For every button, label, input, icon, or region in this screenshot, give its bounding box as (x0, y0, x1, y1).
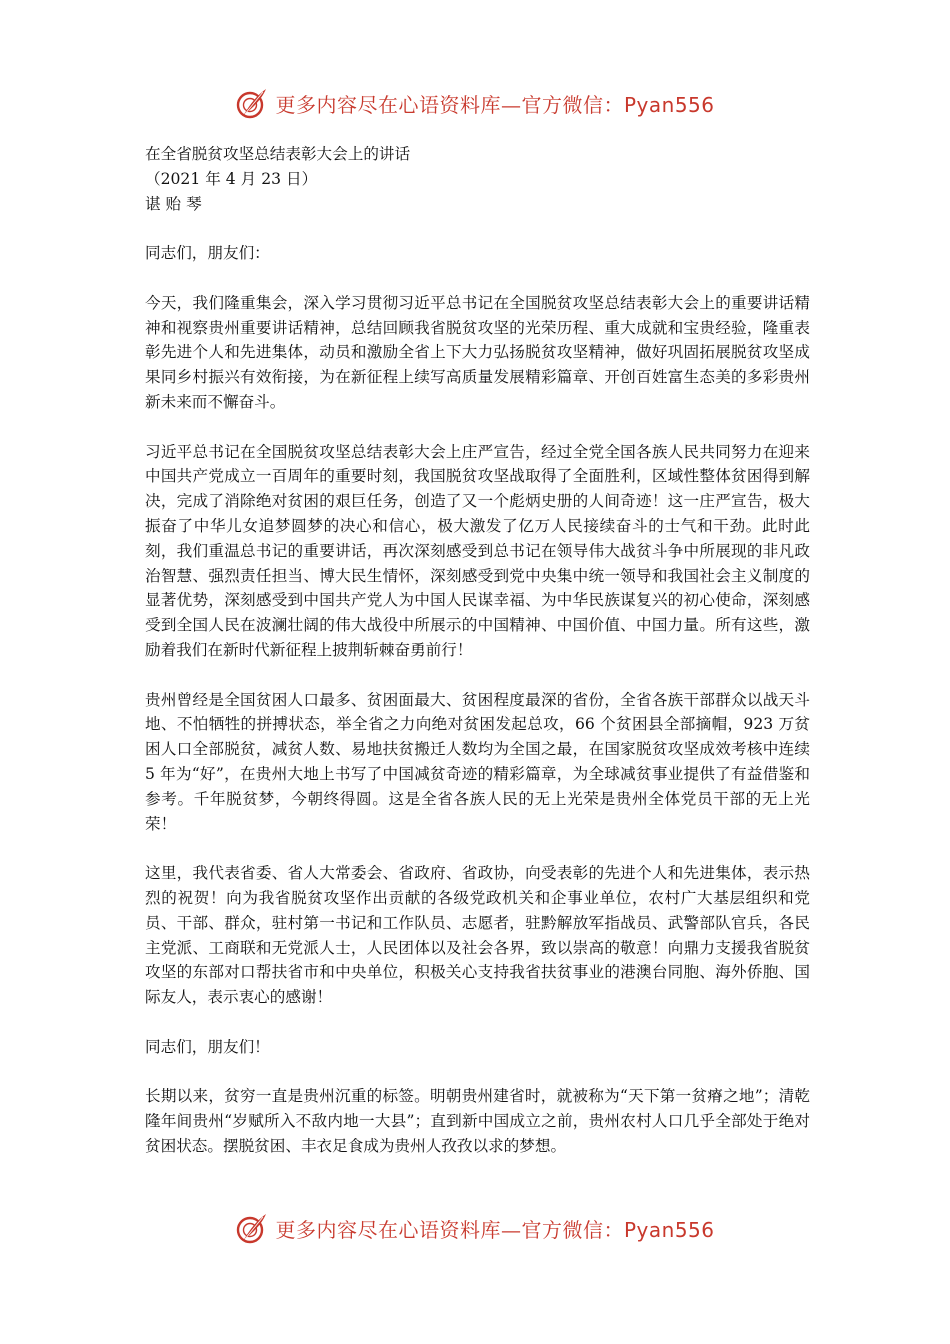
quill-logo-icon (235, 1211, 269, 1245)
watermark-slogan: 更多内容尽在心语资料库—官方微信： (275, 92, 624, 117)
spacer (145, 663, 810, 688)
paragraph-1: 今天，我们隆重集会，深入学习贯彻习近平总书记在全国脱贫攻坚总结表彰大会上的重要讲话精神和视察贵州重要讲话精神，总结回顾我省脱贫攻坚的光荣历程、重大成就和宝贵经验，隆重表彰先进个人和先进集体，动员和激励全省上下大力弘扬脱贫攻坚精神，做好巩固拓展脱贫攻坚成果同乡村振兴有效衔接，为在新征程上续写高质量发展精彩篇章、开创百姓富生态美的多彩贵州新未来而不懈奋斗。 (145, 293, 810, 411)
spacer (145, 1010, 810, 1035)
paragraph-2: 习近平总书记在全国脱贫攻坚总结表彰大会上庄严宣告，经过全党全国各族人民共同努力在迎来中国共产党成立一百周年的重要时刻，我国脱贫攻坚战取得了全面胜利，区域性整体贫困得到解决，完成了消除绝对贫困的艰巨任务，创造了又一个彪炳史册的人间奇迹！这一庄严宣告，极大振奋了中华儿女追梦圆梦的决心和信心，极大激发了亿万人民接续奋斗的士气和干劲。此时此刻，我们重温总书记的重要讲话，再次深刻感受到总书记在领导伟大战贫斗争中所展现的非凡政治智慧、强烈责任担当、博大民生情怀，深刻感受到党中央集中统一领导和我国社会主义制度的显著优势，深刻感受到中国共产党人为中国人民谋幸福、为中华民族谋复兴的初心使命，深刻感受到全国人民在波澜壮阔的伟大战役中所展示的中国精神、中国价值、中国力量。所有这些，激励着我们在新时代新征程上披荆斩棘奋勇前行！ (145, 442, 810, 659)
spacer (145, 266, 810, 291)
greeting: 同志们，朋友们： (145, 244, 270, 263)
quill-logo-icon (235, 86, 269, 120)
paragraph-3: 贵州曾经是全国贫困人口最多、贫困面最大、贫困程度最深的省份，全省各族干部群众以战天斗地、不怕牺牲的拼搏状态，举全省之力向绝对贫困发起总攻，66 个贫困县全部摘帽，923 万贫困人口全部脱贫，减贫人数、易地扶贫搬迁人数均为全国之最，在国家脱贫攻坚成效考核中连续 5 年为“好”，在贵州大地上书写了中国减贫奇迹的精彩篇章，为全球减贫事业提供了有益借鉴和参考。千年脱贫梦，今朝终得圆。这是全省各族人民的无上光荣是贵州全体党员干部的无上光荣！ (145, 690, 810, 833)
document-title: 在全省脱贫攻坚总结表彰大会上的讲话 (145, 145, 411, 163)
document-date: （2021 年 4 月 23 日） (145, 169, 318, 188)
spacer (145, 1059, 810, 1084)
document-author: 谌 贻 琴 (145, 194, 202, 213)
watermark-slogan: 更多内容尽在心语资料库—官方微信： (275, 1217, 624, 1242)
watermark-header (0, 83, 950, 123)
watermark-handle: Pyan556 (623, 92, 715, 117)
paragraph-6: 长期以来，贫穷一直是贵州沉重的标签。明朝贵州建省时，就被称为“天下第一贫瘠之地”；清乾隆年间贵州“岁赋所入不敌内地一大县”；直到新中国成立之前，贵州农村人口几乎全部处于绝对贫困状态。摆脱贫困、丰衣足食成为贵州人孜孜以求的梦想。 (145, 1087, 810, 1155)
watermark-handle: Pyan556 (623, 1217, 715, 1242)
watermark-text (275, 89, 714, 118)
paragraph-5: 同志们，朋友们！ (145, 1037, 270, 1056)
document-body (145, 142, 810, 1159)
spacer (145, 836, 810, 861)
spacer (145, 415, 810, 440)
watermark-text (275, 1214, 714, 1243)
spacer (145, 216, 810, 241)
watermark-footer (0, 1208, 950, 1248)
paragraph-4: 这里，我代表省委、省人大常委会、省政府、省政协，向受表彰的先进个人和先进集体，表示热烈的祝贺！向为我省脱贫攻坚作出贡献的各级党政机关和企事业单位，农村广大基层组织和党员、干部、群众，驻村第一书记和工作队员、志愿者，驻黔解放军指战员、武警部队官兵，各民主党派、工商联和无党派人士，人民团体以及社会各界，致以崇高的敬意！向鼎力支援我省脱贫攻坚的东部对口帮扶省市和中央单位，积极关心支持我省扶贫事业的港澳台同胞、海外侨胞、国际友人，表示衷心的感谢！ (145, 864, 810, 1007)
